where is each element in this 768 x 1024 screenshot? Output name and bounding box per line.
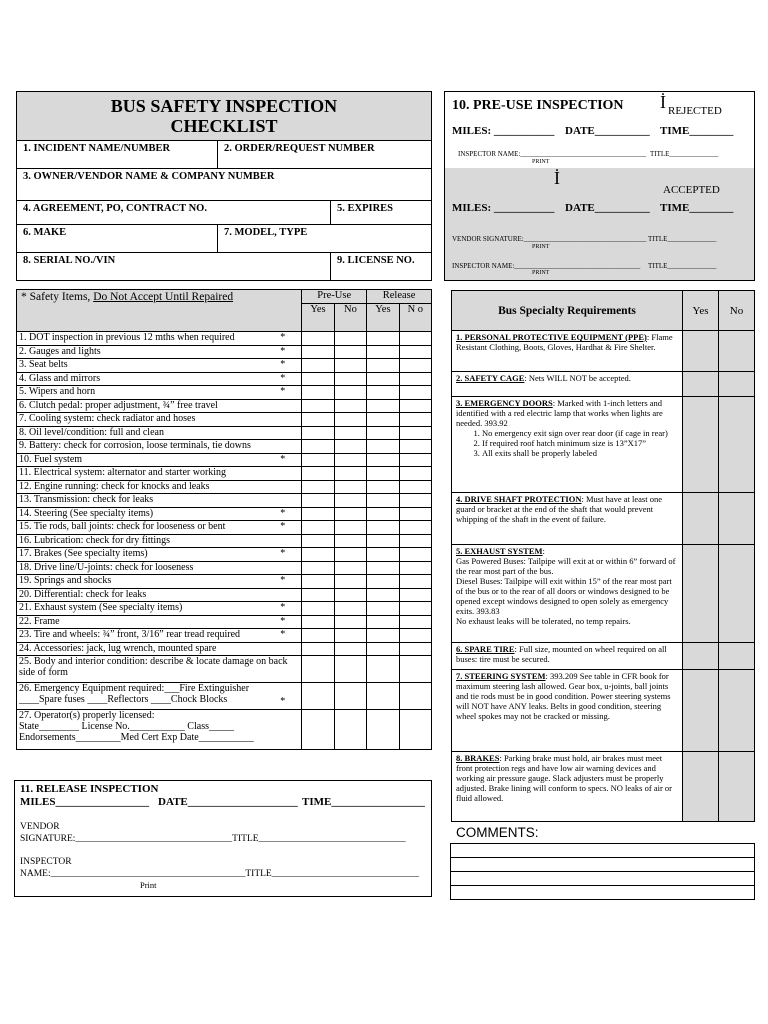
serial-vin-field[interactable]: 8. SERIAL NO./VIN xyxy=(16,252,331,281)
check-box[interactable] xyxy=(719,493,755,545)
check-box[interactable] xyxy=(302,615,334,629)
safety-item-label: 11. Electrical system: alternator and starter working xyxy=(17,467,302,481)
check-box[interactable] xyxy=(367,359,400,373)
order-request-field[interactable]: 2. ORDER/REQUEST NUMBER xyxy=(217,140,432,169)
specialty-yes-header: Yes xyxy=(683,291,719,331)
check-box[interactable] xyxy=(334,548,366,562)
safety-item-label: 15. Tie rods, ball joints: check for looseness or bent * xyxy=(17,521,302,535)
preuse-column-header: Pre-Use xyxy=(302,290,367,304)
check-box[interactable] xyxy=(302,521,334,535)
check-box[interactable] xyxy=(302,426,334,440)
check-box[interactable] xyxy=(683,752,719,822)
check-box[interactable] xyxy=(302,602,334,616)
check-box[interactable] xyxy=(719,372,755,397)
check-box[interactable] xyxy=(334,372,366,386)
check-box[interactable] xyxy=(302,467,334,481)
table-row xyxy=(17,453,432,467)
specialty-steering: 7. STEERING SYSTEM: 393.209 See table in CFR book for maximum steering lash allowed. Gear box, u-joints, ball joints and tie rods must be in good condition. Power steering systems will NOT have ANY leaks. Belts in good condition, steering wheel spokes may not be cracked or missing. xyxy=(452,670,683,752)
accepted-date[interactable]: DATE__________ xyxy=(565,202,650,214)
check-box[interactable] xyxy=(302,507,334,521)
table-row xyxy=(17,588,432,602)
check-box[interactable] xyxy=(719,545,755,643)
check-box[interactable] xyxy=(334,345,366,359)
check-box[interactable] xyxy=(302,588,334,602)
check-box[interactable] xyxy=(399,575,431,589)
safety-header: * Safety Items, Do Not Accept Until Repaired xyxy=(17,290,302,332)
check-box[interactable] xyxy=(334,588,366,602)
specialty-safety-cage: 2. SAFETY CAGE: Nets WILL NOT be accepted. xyxy=(452,372,683,397)
check-box[interactable] xyxy=(302,332,334,346)
rejected-date[interactable]: DATE__________ xyxy=(565,125,650,137)
check-box[interactable] xyxy=(302,440,334,454)
safety-item-label: 10. Fuel system * xyxy=(17,453,302,467)
check-box[interactable] xyxy=(302,561,334,575)
check-box[interactable] xyxy=(302,359,334,373)
check-box[interactable] xyxy=(334,710,366,750)
check-box[interactable] xyxy=(334,440,366,454)
table-row xyxy=(17,575,432,589)
check-box[interactable] xyxy=(367,548,400,562)
check-box[interactable] xyxy=(367,453,400,467)
accepted-miles[interactable]: MILES: ___________ xyxy=(452,202,555,214)
accepted-check-icon[interactable]: İ xyxy=(554,168,560,188)
release-print-label: Print xyxy=(140,880,157,890)
check-box[interactable] xyxy=(367,372,400,386)
check-box[interactable] xyxy=(367,656,400,683)
check-box[interactable] xyxy=(399,345,431,359)
check-box[interactable] xyxy=(302,575,334,589)
check-box[interactable] xyxy=(334,507,366,521)
check-box[interactable] xyxy=(367,507,400,521)
check-box[interactable] xyxy=(302,399,334,413)
specialty-emergency-doors: 3. EMERGENCY DOORS: Marked with 1-inch letters and identified with a red electric lamp that works when lights are needed. 393.92 1. No emergency exit sign over rear door (if cage in rear) 2. If required roof hatch minimum size is 13”X17” 3. All exits shall be properly labeled xyxy=(452,397,683,493)
model-type-field[interactable]: 7. MODEL, TYPE xyxy=(217,224,432,253)
table-row xyxy=(17,426,432,440)
safety-item-label: 24. Accessories: jack, lug wrench, mounted spare xyxy=(17,642,302,656)
rejected-title-line[interactable]: TITLE______________ xyxy=(650,150,719,158)
release-vendor-label: VENDOR xyxy=(20,822,60,832)
safety-item-label: 20. Differential: check for leaks xyxy=(17,588,302,602)
check-box[interactable] xyxy=(367,345,400,359)
table-row xyxy=(17,440,432,454)
specialty-brakes: 8. BRAKES: Parking brake must hold, air brakes must meet front protection regs and have low air warning devices and working air pressure gauge. Slack adjusters must be properly adjusted. Brake lining will conform to specs. NO leaks of air or fluid allowed. xyxy=(452,752,683,822)
release-title: 11. RELEASE INSPECTION xyxy=(20,783,159,795)
release-inspector-name[interactable]: NAME:_________________________________________TITLE_______________________________ xyxy=(20,869,419,879)
table-row xyxy=(17,359,432,373)
check-box[interactable] xyxy=(683,397,719,493)
table-row xyxy=(17,345,432,359)
release-vendor-signature[interactable]: SIGNATURE:_________________________________TITLE_______________________________ xyxy=(20,834,406,844)
release-no-header: N o xyxy=(399,303,431,331)
check-box[interactable] xyxy=(399,548,431,562)
table-row xyxy=(17,399,432,413)
table-row xyxy=(17,548,432,562)
check-box[interactable] xyxy=(399,480,431,494)
check-box[interactable] xyxy=(302,629,334,643)
check-box[interactable] xyxy=(334,426,366,440)
check-box[interactable] xyxy=(399,507,431,521)
check-box[interactable] xyxy=(302,534,334,548)
accepted-time[interactable]: TIME________ xyxy=(660,202,734,214)
table-row xyxy=(17,480,432,494)
safety-item-label: 14. Steering (See specialty items) * xyxy=(17,507,302,521)
check-box[interactable] xyxy=(334,534,366,548)
check-box[interactable] xyxy=(399,386,431,400)
check-box[interactable] xyxy=(719,331,755,372)
check-box[interactable] xyxy=(683,493,719,545)
safety-item-label: 3. Seat belts * xyxy=(17,359,302,373)
check-box[interactable] xyxy=(334,467,366,481)
check-box[interactable] xyxy=(399,656,431,683)
check-box[interactable] xyxy=(399,494,431,508)
check-box[interactable] xyxy=(399,426,431,440)
safety-item-label: 7. Cooling system: check radiator and hoses xyxy=(17,413,302,427)
check-box[interactable] xyxy=(302,480,334,494)
check-box[interactable] xyxy=(719,397,755,493)
check-box[interactable] xyxy=(334,453,366,467)
safety-items-table xyxy=(16,289,432,750)
release-date[interactable]: DATE____________________ xyxy=(158,796,298,808)
expires-field[interactable]: 5. EXPIRES xyxy=(330,200,432,225)
release-miles[interactable]: MILES_________________ xyxy=(20,796,149,808)
check-box[interactable] xyxy=(302,453,334,467)
table-row xyxy=(17,629,432,643)
check-box[interactable] xyxy=(399,615,431,629)
check-box[interactable] xyxy=(367,561,400,575)
check-box[interactable] xyxy=(399,332,431,346)
check-box[interactable] xyxy=(399,642,431,656)
page-title: BUS SAFETY INSPECTION CHECKLIST xyxy=(110,96,338,136)
specialty-title: Bus Specialty Requirements xyxy=(452,291,683,331)
check-box[interactable] xyxy=(367,683,400,710)
table-row xyxy=(17,332,432,346)
safety-item-label: 13. Transmission: check for leaks xyxy=(17,494,302,508)
safety-item-label: 12. Engine running: check for knocks and leaks xyxy=(17,480,302,494)
table-row xyxy=(17,642,432,656)
release-yes-header: Yes xyxy=(367,303,400,331)
table-row xyxy=(17,413,432,427)
accepted-label: ACCEPTED xyxy=(663,184,720,196)
table-row xyxy=(17,561,432,575)
safety-item-label: 5. Wipers and horn * xyxy=(17,386,302,400)
release-column-header: Release xyxy=(367,290,432,304)
safety-item-label: 22. Frame * xyxy=(17,615,302,629)
check-box[interactable] xyxy=(367,413,400,427)
table-row xyxy=(17,615,432,629)
check-box[interactable] xyxy=(683,670,719,752)
safety-item-25: 25. Body and interior condition: describe & locate damage on back side of form xyxy=(17,656,302,683)
accepted-inspector-name[interactable]: INSPECTOR NAME:____________________________________ xyxy=(452,262,641,270)
license-field[interactable]: 9. LICENSE NO. xyxy=(330,252,432,281)
table-row xyxy=(17,507,432,521)
check-box[interactable] xyxy=(399,561,431,575)
check-box[interactable] xyxy=(334,480,366,494)
check-box[interactable] xyxy=(399,467,431,481)
specialty-table xyxy=(451,290,755,822)
specialty-ppe: 1. PERSONAL PROTECTIVE EQUIPMENT (PPE): Flame Resistant Clothing, Boots, Gloves, Hardhat & Fire Shelter. xyxy=(452,331,683,372)
rejected-miles[interactable]: MILES: ___________ xyxy=(452,125,555,137)
check-box[interactable] xyxy=(367,642,400,656)
check-box[interactable] xyxy=(719,643,755,670)
check-box[interactable] xyxy=(399,359,431,373)
check-box[interactable] xyxy=(367,575,400,589)
table-row xyxy=(17,534,432,548)
safety-item-27: 27. Operator(s) properly licensed: State________ License No.___________ Class_____ Endorsements_________Med Cert Exp Date___________ xyxy=(17,710,302,750)
safety-item-label: 19. Springs and shocks * xyxy=(17,575,302,589)
preuse-no-header: No xyxy=(334,303,366,331)
check-box[interactable] xyxy=(302,683,334,710)
check-box[interactable] xyxy=(683,643,719,670)
make-field[interactable]: 6. MAKE xyxy=(16,224,218,253)
check-box[interactable] xyxy=(334,332,366,346)
check-box[interactable] xyxy=(334,494,366,508)
check-box[interactable] xyxy=(367,534,400,548)
check-box[interactable] xyxy=(334,629,366,643)
incident-name-field[interactable]: 1. INCIDENT NAME/NUMBER xyxy=(16,140,218,169)
check-box[interactable] xyxy=(367,602,400,616)
accepted-inspector-title[interactable]: TITLE______________ xyxy=(648,262,717,270)
check-box[interactable] xyxy=(302,656,334,683)
rejected-time[interactable]: TIME________ xyxy=(660,125,734,137)
specialty-exhaust: 5. EXHAUST SYSTEM: Gas Powered Buses: Tailpipe will exit at or within 6” forward of the rear most part of the bus. Diesel Buses: Tailpipe will exit within 15” of the rear most part of the bus or to the rear of all doors or windows designed to be opened except windows designed to open solely as emergency exits. 393.83 No exhaust leaks will be tolerated, no temp repairs. xyxy=(452,545,683,643)
check-box[interactable] xyxy=(302,494,334,508)
check-box[interactable] xyxy=(367,386,400,400)
check-box[interactable] xyxy=(399,602,431,616)
check-box[interactable] xyxy=(302,710,334,750)
check-box[interactable] xyxy=(683,331,719,372)
safety-item-26: 26. Emergency Equipment required:___Fire Extinguisher ____Spare fuses ____Reflectors ____Chock Blocks * xyxy=(17,683,302,710)
release-time[interactable]: TIME_________________ xyxy=(302,796,425,808)
check-box[interactable] xyxy=(399,399,431,413)
table-row xyxy=(17,386,432,400)
check-box[interactable] xyxy=(683,372,719,397)
safety-item-label: 9. Battery: check for corrosion, loose terminals, tie downs xyxy=(17,440,302,454)
check-box[interactable] xyxy=(334,521,366,535)
safety-item-label: 23. Tire and wheels: ¾” front, 3/16” rear tread required * xyxy=(17,629,302,643)
specialty-no-header: No xyxy=(719,291,755,331)
check-box[interactable] xyxy=(334,656,366,683)
check-box[interactable] xyxy=(334,399,366,413)
check-box[interactable] xyxy=(367,615,400,629)
check-box[interactable] xyxy=(399,588,431,602)
safety-item-label: 1. DOT inspection in previous 12 mths when required * xyxy=(17,332,302,346)
table-row xyxy=(17,521,432,535)
safety-item-label: 4. Glass and mirrors * xyxy=(17,372,302,386)
check-box[interactable] xyxy=(367,399,400,413)
check-box[interactable] xyxy=(399,534,431,548)
check-box[interactable] xyxy=(302,386,334,400)
check-box[interactable] xyxy=(334,386,366,400)
check-box[interactable] xyxy=(399,372,431,386)
check-box[interactable] xyxy=(367,426,400,440)
rejected-check-icon[interactable]: İ xyxy=(660,92,666,112)
check-box[interactable] xyxy=(302,372,334,386)
check-box[interactable] xyxy=(399,413,431,427)
safety-item-label: 2. Gauges and lights * xyxy=(17,345,302,359)
safety-item-label: 16. Lubrication: check for dry fittings xyxy=(17,534,302,548)
accepted-vendor-print: PRINT xyxy=(532,244,550,250)
check-box[interactable] xyxy=(334,615,366,629)
check-box[interactable] xyxy=(367,332,400,346)
check-box[interactable] xyxy=(399,710,431,750)
check-box[interactable] xyxy=(334,642,366,656)
check-box[interactable] xyxy=(399,629,431,643)
check-box[interactable] xyxy=(334,359,366,373)
check-box[interactable] xyxy=(334,602,366,616)
rejected-print-label: PRINT xyxy=(532,159,550,165)
check-box[interactable] xyxy=(367,588,400,602)
check-box[interactable] xyxy=(367,710,400,750)
check-box[interactable] xyxy=(334,413,366,427)
safety-item-label: 21. Exhaust system (See specialty items) * xyxy=(17,602,302,616)
check-box[interactable] xyxy=(302,413,334,427)
comments-lines[interactable] xyxy=(450,843,755,900)
check-box[interactable] xyxy=(399,440,431,454)
safety-item-label: 18. Drive line/U-joints: check for looseness xyxy=(17,561,302,575)
table-row xyxy=(17,602,432,616)
check-box[interactable] xyxy=(334,561,366,575)
safety-item-label: 17. Brakes (See specialty items) * xyxy=(17,548,302,562)
safety-item-label: 6. Clutch pedal: proper adjustment, ¾” free travel xyxy=(17,399,302,413)
table-row xyxy=(17,467,432,481)
check-box[interactable] xyxy=(334,575,366,589)
check-box[interactable] xyxy=(302,642,334,656)
accepted-inspector-print: PRINT xyxy=(532,270,550,276)
check-box[interactable] xyxy=(719,670,755,752)
specialty-spare-tire: 6. SPARE TIRE: Full size, mounted on wheel required on all buses: tire must be secured. xyxy=(452,643,683,670)
rejected-inspector-name[interactable]: INSPECTOR NAME:____________________________________ xyxy=(458,150,647,158)
check-box[interactable] xyxy=(302,548,334,562)
accepted-vendor-title[interactable]: TITLE______________ xyxy=(648,235,717,243)
specialty-drive-shaft: 4. DRIVE SHAFT PROTECTION: Must have at least one guard or bracket at the end of the shaft that would prevent whipping of the shaft in the event of failure. xyxy=(452,493,683,545)
check-box[interactable] xyxy=(334,683,366,710)
preuse-title: 10. PRE-USE INSPECTION xyxy=(452,98,624,113)
comments-title: COMMENTS: xyxy=(456,825,539,840)
check-box[interactable] xyxy=(367,480,400,494)
agreement-field[interactable]: 4. AGREEMENT, PO, CONTRACT NO. xyxy=(16,200,331,225)
owner-vendor-field[interactable]: 3. OWNER/VENDOR NAME & COMPANY NUMBER xyxy=(16,168,432,201)
table-row xyxy=(17,494,432,508)
check-box[interactable] xyxy=(683,545,719,643)
check-box[interactable] xyxy=(367,494,400,508)
check-box[interactable] xyxy=(367,467,400,481)
check-box[interactable] xyxy=(367,440,400,454)
accepted-vendor-signature[interactable]: VENDOR SIGNATURE:___________________________________ xyxy=(452,235,647,243)
safety-item-label: 8. Oil level/condition: full and clean xyxy=(17,426,302,440)
check-box[interactable] xyxy=(399,683,431,710)
check-box[interactable] xyxy=(367,521,400,535)
rejected-label: REJECTED xyxy=(668,105,722,117)
check-box[interactable] xyxy=(399,453,431,467)
table-row xyxy=(17,372,432,386)
release-inspector-label: INSPECTOR xyxy=(20,857,72,867)
check-box[interactable] xyxy=(367,629,400,643)
check-box[interactable] xyxy=(302,345,334,359)
check-box[interactable] xyxy=(719,752,755,822)
preuse-yes-header: Yes xyxy=(302,303,334,331)
check-box[interactable] xyxy=(399,521,431,535)
